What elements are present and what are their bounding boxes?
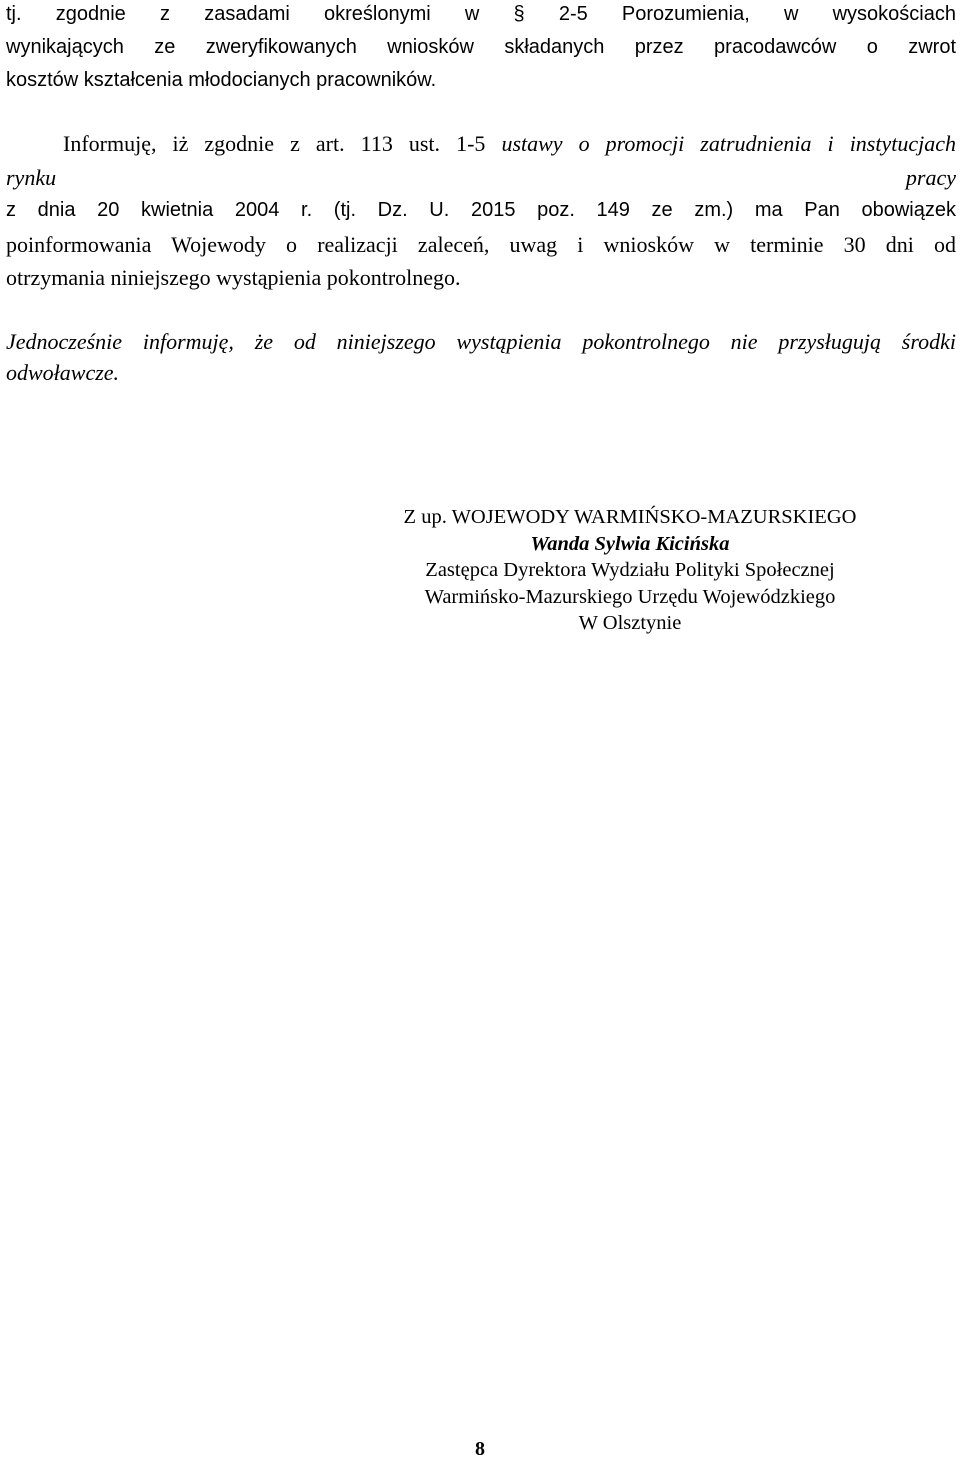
text-line: Jednocześnie informuję, że od niniejszego wystąpienia pokontrolnego nie przysługują środki — [6, 329, 956, 354]
signature-authority: Z up. WOJEWODY WARMIŃSKO-MAZURSKIEGO — [403, 506, 857, 528]
signatory-office: Warmińsko-Mazurskiego Urzędu Wojewódzkiego — [424, 585, 836, 608]
law-title-part: pracy — [905, 164, 956, 190]
paragraph-reimbursement — [6, 0, 956, 97]
text-line: poinformowania Wojewody o realizacji zaleceń, uwag i wniosków w terminie 30 dni od — [6, 231, 956, 257]
text-line: z dnia 20 kwietnia 2004 r. (tj. Dz. U. 2015 poz. 149 ze zm.) ma Pan obowiązek — [6, 199, 956, 221]
text-line: tj. zgodnie z zasadami określonymi w § 2-5 Porozumienia, w wysokościach — [6, 3, 956, 25]
law-title-part: rynku — [6, 164, 57, 190]
law-title-part: ustawy o promocji zatrudnienia i instytucjach — [501, 131, 956, 156]
text-line: kosztów kształcenia młodocianych pracowników. — [6, 69, 437, 91]
text-line: otrzymania niniejszego wystąpienia pokontrolnego. — [6, 265, 461, 290]
paragraph-no-appeal — [6, 326, 956, 388]
text-line: odwoławcze. — [6, 360, 120, 385]
text-plain: Informuję, iż zgodnie z art. 113 ust. 1-5 — [63, 131, 502, 156]
paragraph-obligation — [6, 127, 956, 295]
signatory-city: W Olsztynie — [578, 612, 682, 634]
signature-block — [360, 504, 900, 637]
text-line: wynikających ze zweryfikowanych wniosków składanych przez pracodawców o zwrot — [6, 36, 956, 58]
page-number: 8 — [475, 1438, 485, 1460]
text-line-split — [6, 161, 956, 195]
text-line — [6, 127, 956, 161]
signatory-position: Zastępca Dyrektora Wydziału Polityki Społecznej — [425, 559, 835, 581]
signatory-name: Wanda Sylwia Kicińska — [530, 532, 730, 555]
